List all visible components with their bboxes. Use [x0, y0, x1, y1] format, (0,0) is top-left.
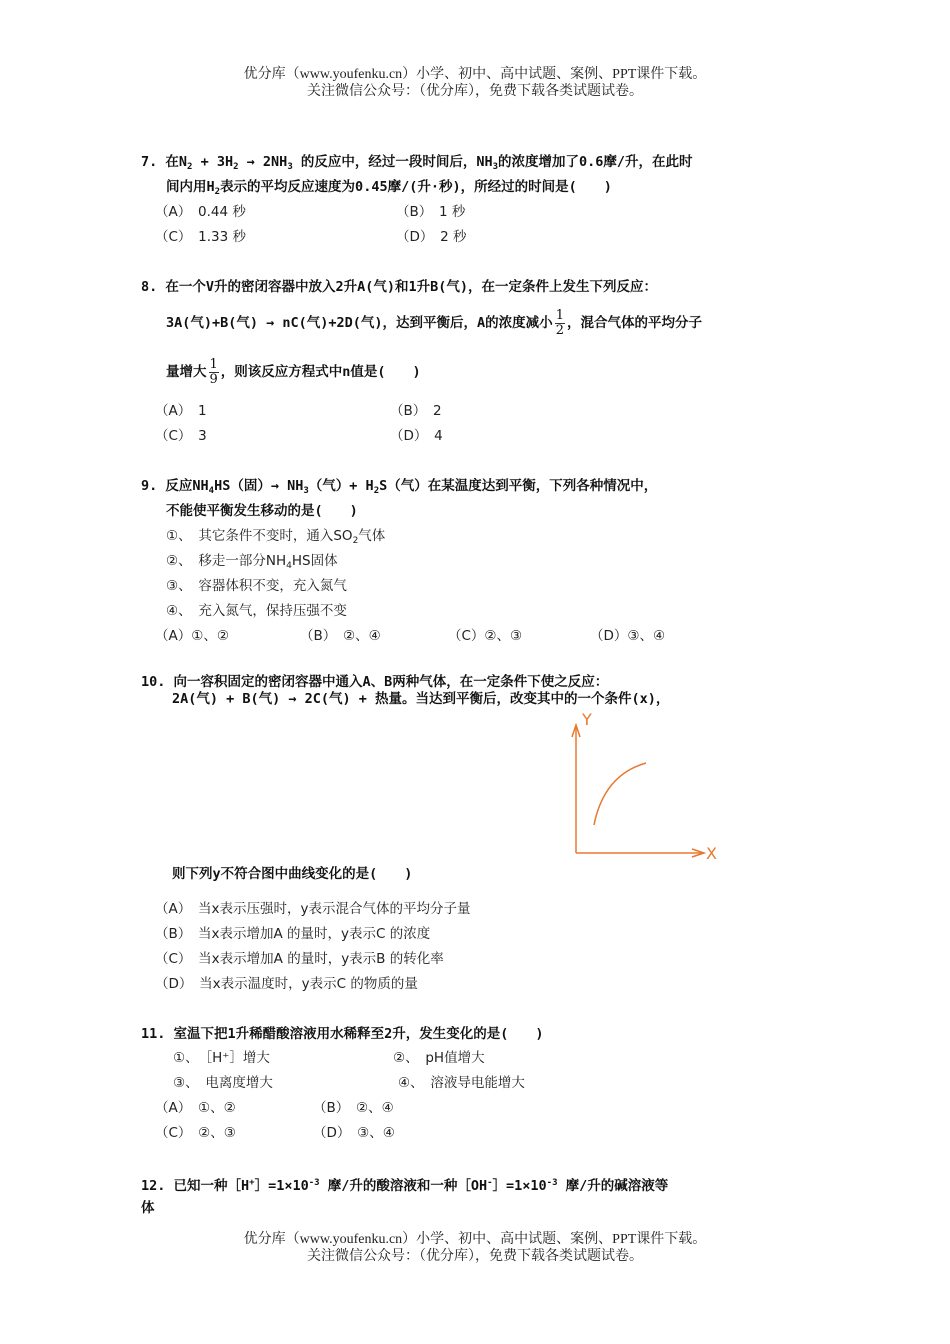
- q10-line-1: 10. 向一容积固定的密闭容器中通入A、B两种气体，在一定条件下使之反应：: [141, 674, 609, 690]
- q9-option-a: （A）①、②: [155, 628, 229, 644]
- q9-condition-3: ③、 容器体积不变，充入氮气: [166, 578, 347, 594]
- q8-line-3: 量增大 $\frac{1}{9}$ ，则该反应方程式中n值是( ): [166, 356, 421, 387]
- q7-option-b: （B） 1 秒: [396, 204, 466, 220]
- q12-line-1: 12. 已知一种$[H^+]=1\times 10^{-3}$ 摩/升的酸溶液和一种$[OH^-]=1\times 10^{-3}$ 摩/升的碱溶液等: [141, 1178, 669, 1194]
- q8-option-d: （D） 4: [390, 428, 443, 444]
- footer-line-2: 关注微信公众号：（优分库），免费下载各类试题试卷。: [307, 1249, 643, 1264]
- q11-statement-4: ④、 溶液导电能增大: [398, 1075, 525, 1091]
- x-axis-label: X: [706, 844, 717, 863]
- q10-line-2: 2A(气) + B(气) → 2C(气) + 热量。当达到平衡后，改变其中的一个条件(x)，: [172, 691, 670, 707]
- q11-statement-2: ②、 pH值增大: [393, 1050, 485, 1066]
- q10-line-3: 则下列y不符合图中曲线变化的是( ): [172, 866, 413, 882]
- header-line-1: 优分库（www.youfenku.cn）小学、初中、高中试题、案例、PPT课件下载。: [243, 67, 707, 82]
- curve-graph: [560, 705, 730, 865]
- q9-line-2: 不能使平衡发生移动的是( ): [166, 503, 358, 519]
- q11-option-d: （D） ③、④: [313, 1125, 395, 1141]
- q10-option-d: （D） 当x表示温度时，y表示C 的物质的量: [155, 976, 418, 992]
- q9-line-1: 9. 反应$NH_4HS$（固）→ $NH_3$（气）+ $H_2S$（气）在某温度达到平衡，下列各种情况中，: [141, 478, 658, 496]
- q8-option-c: （C） 3: [155, 428, 207, 444]
- graph-curve: [594, 763, 646, 825]
- header-line-2: 关注微信公众号：（优分库），免费下载各类试题试卷。: [307, 84, 643, 99]
- q9-condition-4: ④、 充入氮气，保持压强不变: [166, 603, 347, 619]
- q9-condition-1: ①、 其它条件不变时，通入$SO_2$气体: [166, 528, 386, 546]
- q7-line-2: 间内用$H_2$表示的平均反应速度为0.45摩/(升·秒)，所经过的时间是( ): [166, 179, 612, 197]
- q11-line-1: 11. 室温下把1升稀醋酸溶液用水稀释至2升，发生变化的是( ): [141, 1026, 544, 1042]
- q11-option-c: （C） ②、③: [155, 1125, 236, 1141]
- q11-option-a: （A） ①、②: [155, 1100, 236, 1116]
- q11-statement-3: ③、 电离度增大: [173, 1075, 273, 1091]
- q8-line-1: 8. 在一个V升的密闭容器中放入2升A(气)和1升B(气)，在一定条件上发生下列反应：: [141, 279, 658, 295]
- q9-option-d: （D）③、④: [590, 628, 666, 644]
- q8-option-b: （B） 2: [390, 403, 442, 419]
- y-axis-label: Y: [582, 710, 592, 729]
- q12-line-2: 体: [141, 1200, 155, 1216]
- q11-option-b: （B） ②、④: [313, 1100, 394, 1116]
- q10-option-b: （B） 当x表示增加A 的量时，y表示C 的浓度: [155, 926, 431, 942]
- page-footer: [0, 1231, 950, 1265]
- q8-line-2: 3A(气)+B(气) → nC(气)+2D(气)，达到平衡后，A的浓度减小 $\frac{1}{2}$ ，混合气体的平均分子: [166, 307, 702, 338]
- q9-condition-2: ②、 移走一部分$NH_4HS$固体: [166, 553, 338, 571]
- q7-option-c: （C） 1.33 秒: [155, 229, 247, 245]
- q8-option-a: （A） 1: [155, 403, 207, 419]
- q7-line-1: 7. 在$N_2 + 3H_2 \to 2NH_3$ 的反应中，经过一段时间后，$NH_3$的浓度增加了0.6摩/升，在此时: [141, 154, 693, 172]
- q11-statement-1: ①、 ［H⁺］增大: [173, 1050, 270, 1066]
- fraction-one-half: $\frac{1}{2}$: [555, 307, 564, 338]
- footer-line-1: 优分库（www.youfenku.cn）小学、初中、高中试题、案例、PPT课件下载。: [243, 1232, 707, 1247]
- q9-option-b: （B） ②、④: [300, 628, 381, 644]
- q7-option-a: （A） 0.44 秒: [155, 204, 246, 220]
- q9-option-c: （C）②、③: [448, 628, 523, 644]
- q7-option-d: （D） 2 秒: [396, 229, 467, 245]
- q10-option-c: （C） 当x表示增加A 的量时，y表示B 的转化率: [155, 951, 444, 967]
- q10-option-a: （A） 当x表示压强时，y表示混合气体的平均分子量: [155, 901, 471, 917]
- fraction-one-ninth: $\frac{1}{9}$: [209, 356, 218, 387]
- graph-axes: [572, 725, 704, 857]
- page-header: [0, 66, 950, 100]
